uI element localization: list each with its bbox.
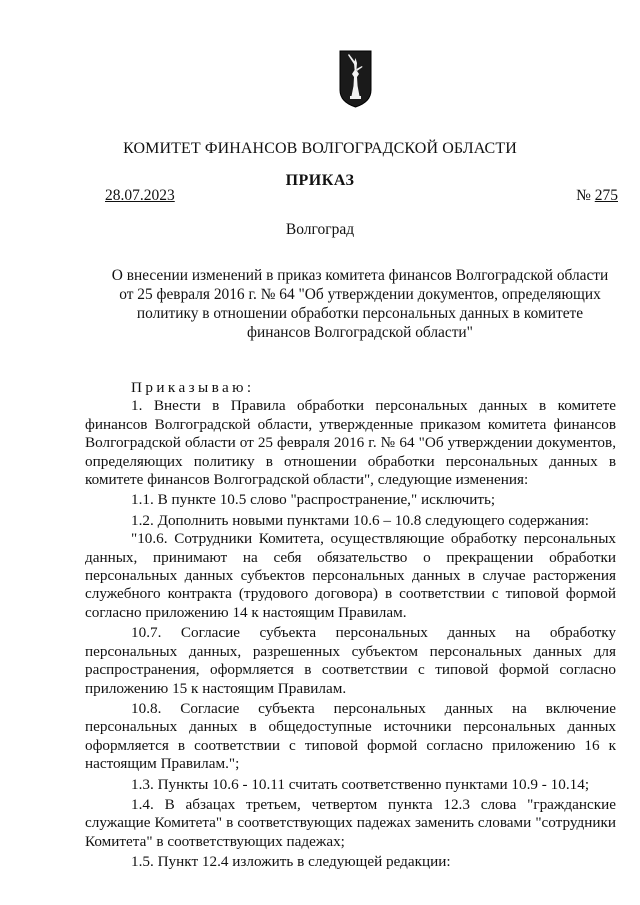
order-directive: Приказываю: [131, 379, 255, 396]
document-title: О внесении изменений в приказ комитета финансов Волгоградской области от 25 февраля 2016 г. № 64 "Об утверждении документов, определяющих политику в отношении обработки персональных данных в комитете финансов Волгоградской области" [111, 267, 609, 341]
document-type: ПРИКАЗ [285, 172, 355, 189]
paragraph-1-2: 1.2. Дополнить новыми пунктами 10.6 – 10.8 следующего содержания: [131, 511, 590, 529]
paragraph-1-3: 1.3. Пункты 10.6 - 10.11 считать соответственно пунктами 10.9 - 10.14; [131, 775, 590, 793]
paragraph-1-4: 1.4. В абзацах третьем, четвертом пункта 12.3 слова "гражданские служащие Комитета" в соответствующих падежах заменить словами "сотрудники Комитета" в соответствующих падежах; [85, 795, 616, 850]
volgograd-emblem-icon [339, 50, 372, 108]
paragraph-1: 1. Внести в Правила обработки персональных данных в комитете финансов Волгоградской области, утвержденные приказом комитета финансов Волгоградской области от 25 февраля 2016 г. № 64 "Об утверждении документов, определяющих политику в отношении обработки персональных данных в комитете финансов Волгоградской области", следующие изменения: [85, 397, 616, 489]
document-number [576, 187, 618, 205]
paragraph-10-8: 10.8. Согласие субъекта персональных данных на включение персональных данных в общедоступные источники персональных данных оформляется в соответствии с типовой формой согласно приложению 16 к настоящим Правилам."; [85, 699, 616, 773]
number-prefix: № [576, 187, 591, 204]
document-city: Волгоград [285, 221, 355, 238]
document-body [85, 379, 616, 872]
number-value: 275 [594, 187, 618, 204]
organization-name: КОМИТЕТ ФИНАНСОВ ВОЛГОГРАДСКОЙ ОБЛАСТИ [123, 140, 517, 157]
paragraph-10-7: 10.7. Согласие субъекта персональных данных на обработку персональных данных, разрешенных субъектом персональных данных для распространения, оформляется в соответствии с типовой формой согласно приложению 15 к настоящим Правилам. [85, 624, 616, 697]
paragraph-1-1: 1.1. В пункте 10.5 слово "распространение," исключить; [131, 491, 496, 509]
document-date: 28.07.2023 [105, 187, 175, 204]
paragraph-10-6: "10.6. Сотрудники Комитета, осуществляющие обработку персональных данных, принимают на себя обязательство о прекращении обработки персональных данных субъектов персональных данных в случае расторжения служебного контракта (трудового договора) в соответствии с типовой формой согласно приложению 14 к настоящим Правилам. [85, 530, 616, 621]
paragraph-1-5: 1.5. Пункт 12.4 изложить в следующей редакции: [131, 853, 451, 871]
